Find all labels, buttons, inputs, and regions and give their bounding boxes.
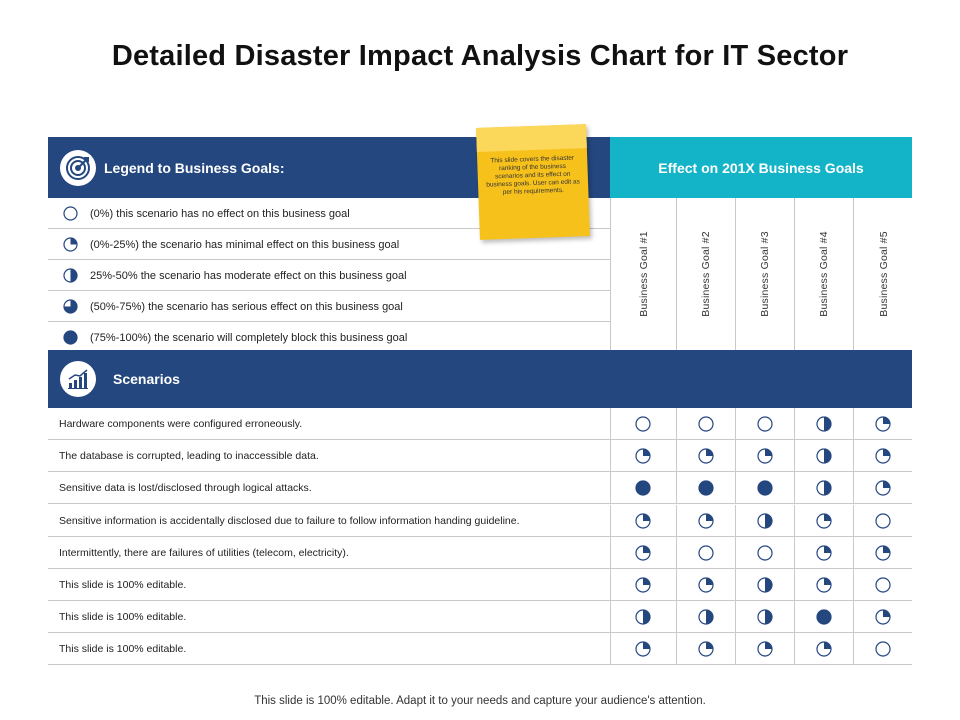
impact-minimal-icon [875, 448, 891, 464]
impact-moderate-icon [757, 609, 773, 625]
scenario-text: The database is corrupted, leading to inaccessible data. [59, 450, 319, 463]
scenario-text: Sensitive information is accidentally disclosed due to failure to follow information handing guideline. [59, 514, 520, 527]
impact-minimal-icon [698, 641, 714, 657]
column-divider [794, 633, 795, 665]
impact-moderate-icon [816, 448, 832, 464]
impact-minimal-icon [816, 545, 832, 561]
impact-complete-icon [63, 330, 78, 348]
growth-chart-icon [60, 361, 96, 397]
scenario-text: Hardware components were configured erroneously. [59, 418, 303, 430]
impact-none-icon [698, 545, 714, 561]
impact-moderate-icon [816, 416, 832, 432]
column-divider [853, 537, 854, 569]
impact-minimal-icon [757, 448, 773, 464]
column-divider [735, 569, 736, 601]
column-divider [794, 537, 795, 569]
column-divider [676, 408, 677, 440]
column-divider [735, 408, 736, 440]
goal-column-header [736, 198, 795, 350]
impact-none-icon [875, 513, 891, 529]
column-divider [735, 440, 736, 472]
impact-moderate-icon [816, 480, 832, 496]
impact-serious-icon [63, 299, 78, 317]
impact-complete-icon [635, 480, 651, 496]
scenario-row [48, 601, 912, 633]
impact-minimal-icon [757, 641, 773, 657]
impact-none-icon [63, 206, 78, 224]
column-divider [676, 601, 677, 633]
impact-minimal-icon [698, 513, 714, 529]
impact-moderate-icon [698, 609, 714, 625]
column-divider [610, 537, 611, 569]
column-divider [794, 440, 795, 472]
legend-item-label: (75%-100%) the scenario will completely block this business goal [90, 331, 408, 344]
impact-moderate-icon [757, 577, 773, 593]
column-divider [853, 569, 854, 601]
column-divider [610, 601, 611, 633]
column-divider [853, 633, 854, 665]
column-divider [794, 601, 795, 633]
impact-minimal-icon [698, 577, 714, 593]
page-title: Detailed Disaster Impact Analysis Chart for IT Sector [111, 40, 849, 72]
impact-minimal-icon [698, 448, 714, 464]
impact-minimal-icon [816, 513, 832, 529]
impact-minimal-icon [635, 513, 651, 529]
impact-minimal-icon [875, 480, 891, 496]
goal-column-header [677, 198, 736, 350]
legend-title: Legend to Business Goals: [104, 159, 285, 176]
impact-minimal-icon [816, 577, 832, 593]
impact-none-icon [875, 577, 891, 593]
scenario-row [48, 440, 912, 472]
column-divider [794, 472, 795, 504]
scenario-text: This slide is 100% editable. [59, 611, 187, 624]
legend-item-label: (50%-75%) the scenario has serious effect on this business goal [90, 300, 403, 313]
impact-minimal-icon [875, 609, 891, 625]
impact-moderate-icon [63, 268, 78, 286]
column-divider [853, 505, 854, 537]
scenario-text: This slide is 100% editable. [59, 579, 187, 591]
goal-label: Business Goal #1 [637, 231, 650, 317]
impact-complete-icon [698, 480, 714, 496]
column-divider [853, 440, 854, 472]
column-divider [610, 440, 611, 472]
column-divider [610, 569, 611, 601]
column-divider [610, 633, 611, 665]
column-divider [676, 472, 677, 504]
column-divider [735, 601, 736, 633]
column-divider [676, 633, 677, 665]
goal-label: Business Goal #5 [877, 231, 890, 317]
sticky-note [476, 124, 590, 240]
impact-moderate-icon [635, 609, 651, 625]
impact-complete-icon [757, 480, 773, 496]
legend-item [48, 322, 610, 353]
impact-minimal-icon [875, 416, 891, 432]
goal-label: Business Goal #2 [700, 231, 712, 317]
goal-column-header [795, 198, 854, 350]
column-divider [610, 472, 611, 504]
scenario-row [48, 633, 912, 665]
column-divider [735, 633, 736, 665]
column-divider [853, 408, 854, 440]
column-divider [853, 472, 854, 504]
goal-column-header [854, 198, 913, 350]
scenario-row [48, 537, 912, 569]
impact-minimal-icon [635, 448, 651, 464]
footer-note: This slide is 100% editable. Adapt it to your needs and capture your audience's attention. [254, 695, 706, 707]
column-divider [735, 505, 736, 537]
column-divider [853, 601, 854, 633]
impact-none-icon [635, 416, 651, 432]
column-divider [794, 569, 795, 601]
column-divider [794, 505, 795, 537]
column-divider [735, 472, 736, 504]
column-divider [676, 569, 677, 601]
impact-minimal-icon [635, 545, 651, 561]
scenario-text: Sensitive data is lost/disclosed through logical attacks. [59, 482, 312, 495]
business-goals-header [610, 198, 912, 350]
scenario-row [48, 472, 912, 504]
column-divider [676, 440, 677, 472]
goal-column-header [611, 198, 677, 350]
impact-minimal-icon [875, 545, 891, 561]
column-divider [794, 408, 795, 440]
sticky-note-text: This slide covers the disaster ranking of the business scenarios and its effect on business goals. User can edit as per his requirements. [486, 154, 580, 197]
goal-label: Business Goal #3 [759, 231, 771, 317]
impact-none-icon [757, 416, 773, 432]
impact-minimal-icon [635, 577, 651, 593]
impact-complete-icon [816, 609, 832, 625]
scenario-row [48, 569, 912, 601]
impact-moderate-icon [757, 513, 773, 529]
effect-header: Effect on 201X Business Goals [610, 137, 912, 198]
scenario-text: Intermittently, there are failures of utilities (telecom, electricity). [59, 546, 349, 559]
column-divider [610, 505, 611, 537]
legend-item [48, 260, 610, 291]
goal-label: Business Goal #4 [818, 231, 830, 317]
column-divider [676, 505, 677, 537]
legend-item [48, 291, 610, 322]
column-divider [610, 408, 611, 440]
column-divider [735, 537, 736, 569]
target-icon [60, 150, 96, 186]
scenario-row [48, 408, 912, 440]
legend-item-label: 25%-50% the scenario has moderate effect on this business goal [90, 269, 407, 282]
impact-minimal-icon [635, 641, 651, 657]
column-divider [676, 537, 677, 569]
impact-none-icon [757, 545, 773, 561]
impact-none-icon [875, 641, 891, 657]
scenario-text: This slide is 100% editable. [59, 643, 187, 656]
legend-item-label: (0%-25%) the scenario has minimal effect on this business goal [90, 238, 400, 251]
sticky-tape [476, 124, 587, 152]
scenarios-header [48, 350, 912, 408]
scenario-row [48, 505, 912, 537]
legend-item-label: (0%) this scenario has no effect on this business goal [90, 207, 350, 220]
impact-minimal-icon [816, 641, 832, 657]
scenarios-title: Scenarios [113, 371, 180, 387]
impact-minimal-icon [63, 237, 78, 255]
impact-none-icon [698, 416, 714, 432]
